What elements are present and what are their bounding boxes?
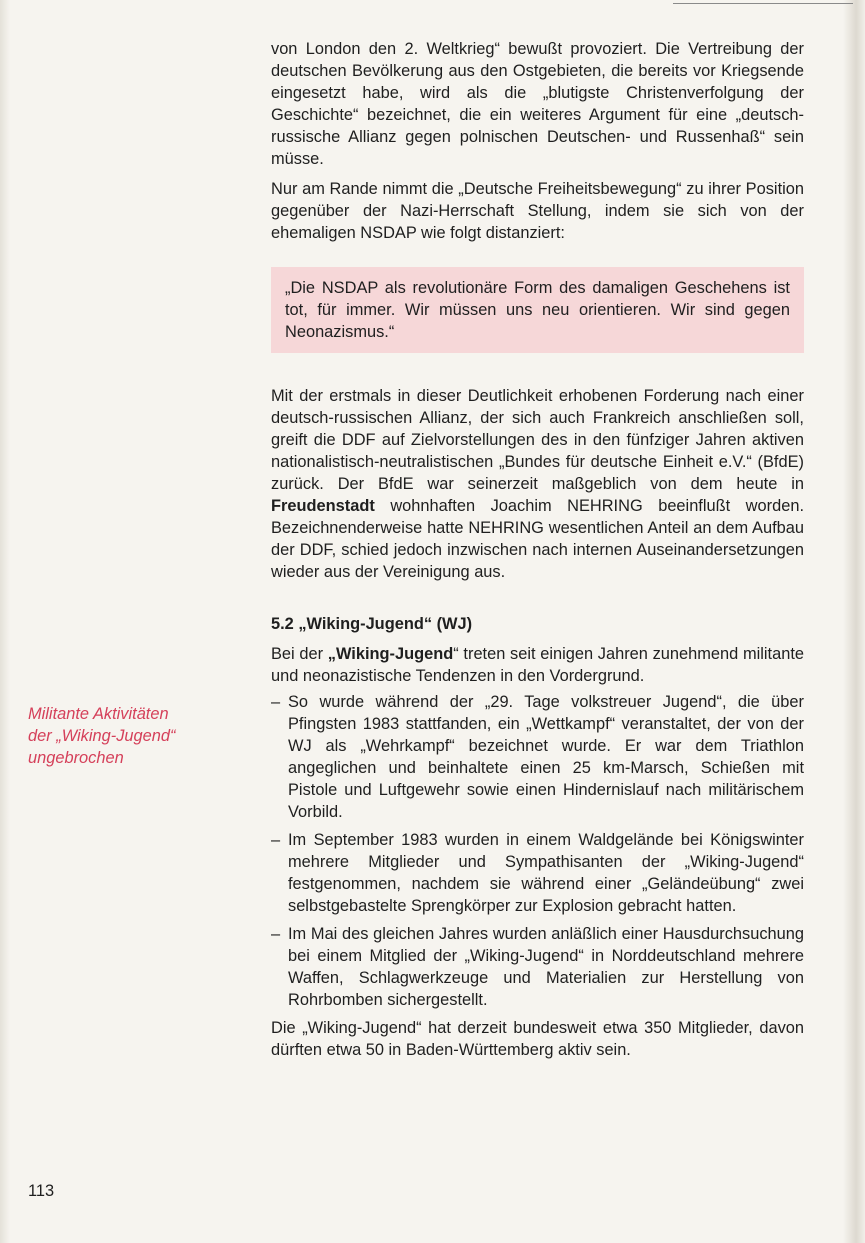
margin-note-line: ungebrochen (28, 749, 124, 767)
org-name-bold: „Wiking-Jugend (327, 645, 454, 663)
paragraph-position: Nur am Rande nimmt die „Deutsche Freiheitsbewegung“ zu ihrer Position gegenüber der Nazi-Herrschaft Stellung, indem sie sich von der ehemaligen NSDAP wie folgt distanziert: (271, 180, 804, 242)
top-rule (673, 3, 853, 4)
margin-note-line: der „Wiking-Jugend“ (28, 727, 176, 745)
list-item (271, 829, 804, 917)
quote-text: „Die NSDAP als revolutionäre Form des damaligen Geschehens ist tot, für immer. Wir müssen uns neu orientieren. Wir sind gegen Neonazismus.“ (285, 279, 790, 341)
margin-note-line: Militante Aktivitäten (28, 705, 169, 723)
margin-note (28, 703, 228, 769)
list-item (271, 691, 804, 823)
paragraph-wj-intro (271, 643, 804, 687)
page-number: 113 (28, 1182, 55, 1200)
bullet-dash: – (271, 831, 281, 849)
list-item (271, 923, 804, 1011)
paragraph-wj-intro-text: Bei der (271, 645, 328, 663)
paragraph-alliance-text: Mit der erstmals in dieser Deutlichkeit erhobenen Forderung nach einer deutsch-russischen Allianz, der sich auch Frankreich anschließen soll, greift die DDF auf Zielvorstellungen des in den fünfziger Jahren aktiven nationalistisch-neutralistischen „Bundes für deutsche Einheit e.V.“ (BfdE) zurück. Der BfdE war seinerzeit maßgeblich von dem heute in (271, 387, 804, 493)
bullet-list (271, 691, 804, 1011)
bullet-dash: – (271, 925, 281, 943)
page-edge-right (843, 0, 865, 1243)
page-edge-left (0, 0, 10, 1243)
place-name-bold: Freudenstadt (271, 497, 375, 515)
paragraph-membership: Die „Wiking-Jugend“ hat derzeit bundesweit etwa 350 Mitglieder, davon dürften etwa 50 in Baden-Württemberg aktiv sein. (271, 1019, 804, 1059)
highlighted-quote (271, 267, 804, 353)
list-item-text: Im September 1983 wurden in einem Waldgelände bei Königswinter mehrere Mitglieder und Sympathisanten der „Wiking-Jugend“ festgenommen, nachdem sie während einer „Geländeübung“ zwei selbstgebastelte Sprengkörper zur Explosion gebracht hatten. (288, 831, 804, 915)
paragraph-alliance (271, 385, 804, 583)
list-item-text: So wurde während der „29. Tage volkstreuer Jugend“, die über Pfingsten 1983 stattfanden, ein „Wettkampf“ veranstaltet, der von der WJ als „Wehrkampf“ bezeichnet wurde. Er war dem Triathlon angeglichen und beinhaltete einen 25 km-Marsch, Schießen mit Pistole und Luftgewehr sowie einen Hindernislauf nach militärischem Vorbild. (288, 693, 804, 821)
section-heading: 5.2 „Wiking-Jugend“ (WJ) (271, 615, 473, 633)
paragraph-wj-intro-text-end: “ treten seit einigen Jahren zunehmend militante und neonazistische Tendenzen in den Vordergrund. (271, 645, 804, 685)
paragraph-intro: von London den 2. Weltkrieg“ bewußt provoziert. Die Vertreibung der deutschen Bevölkerung aus den Ostgebieten, die bereits vor Kriegsende eingesetzt habe, wird als die „blutigste Christenverfolgung der Geschichte“ bezeichnet, die ein weiteres Argument für eine „deutsch-russische Allianz gegen polnischen Deutschen- und Russenhaß“ sein müsse. (271, 40, 804, 168)
main-text-column (271, 38, 804, 1061)
paragraph-alliance-text-end: wohnhaften Joachim NEHRING beeinflußt worden. Bezeichnenderweise hatte NEHRING wesentlichen Anteil an dem Aufbau der DDF, schied jedoch inzwischen nach internen Auseinandersetzungen wieder aus der Vereinigung aus. (271, 497, 804, 581)
bullet-dash: – (271, 693, 281, 711)
list-item-text: Im Mai des gleichen Jahres wurden anläßlich einer Hausdurchsuchung bei einem Mitglied der „Wiking-Jugend“ in Norddeutschland mehrere Waffen, Schlagwerkzeuge und Materialien zur Herstellung von Rohrbomben sichergestellt. (288, 925, 804, 1009)
